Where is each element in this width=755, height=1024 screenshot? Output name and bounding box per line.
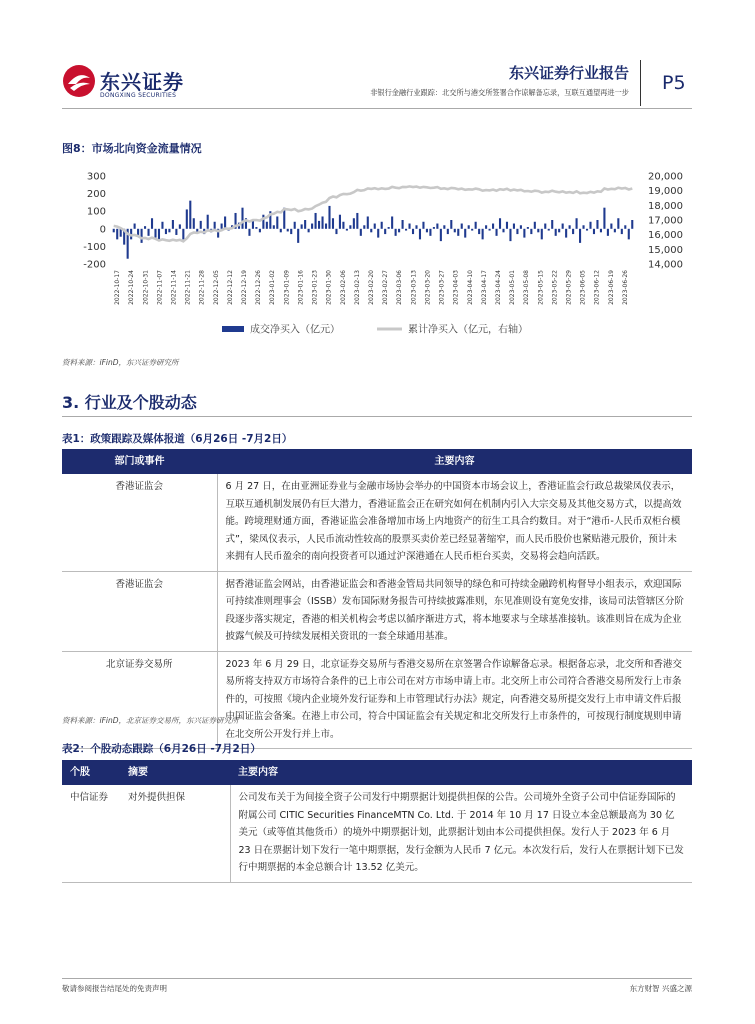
bar <box>301 224 303 228</box>
bar <box>391 216 393 228</box>
bar <box>165 229 167 234</box>
bar <box>179 224 181 228</box>
x-tick-label: 2023-05-08 <box>523 270 531 305</box>
bar <box>593 229 595 234</box>
bar <box>311 224 313 229</box>
bar <box>321 216 323 228</box>
y-right-tick-label: 19,000 <box>648 186 683 198</box>
bar <box>266 222 268 229</box>
bar <box>495 229 497 236</box>
x-tick-label: 2023-04-17 <box>480 270 488 305</box>
bar <box>433 227 435 229</box>
bar <box>349 225 351 229</box>
y-right-tick-label: 18,000 <box>648 200 683 212</box>
bar <box>527 227 529 229</box>
y-left-tick-label: 100 <box>86 206 106 218</box>
header-rule <box>62 108 692 109</box>
bar <box>339 215 341 229</box>
bar <box>621 229 623 234</box>
x-tick-label: 2023-01-30 <box>325 270 333 305</box>
report-subtitle: 非银行金融行业跟踪：北交所与港交所签署合作谅解备忘录，互联互通望再进一步 <box>370 88 629 97</box>
bar <box>415 225 417 229</box>
bar <box>436 224 438 229</box>
table1-dept: 香港证监会 <box>62 474 217 571</box>
x-tick-label: 2022-10-24 <box>128 270 136 305</box>
footer-disclaimer: 敬请参阅报告结尾处的免责声明 <box>62 984 167 993</box>
bar <box>502 229 504 233</box>
x-tick-label: 2022-12-12 <box>226 270 234 305</box>
x-tick-label: 2023-01-23 <box>311 270 319 305</box>
bar <box>374 224 376 229</box>
bar <box>328 206 330 229</box>
bar <box>482 229 484 240</box>
bar <box>193 218 195 229</box>
bar <box>287 229 289 232</box>
bar <box>450 220 452 229</box>
bar <box>614 229 616 233</box>
table2-header-content: 主要内容 <box>230 760 692 785</box>
x-tick-label: 2022-11-07 <box>156 270 164 305</box>
bar <box>600 229 602 233</box>
bar <box>168 229 170 233</box>
bar <box>485 225 487 229</box>
table1-dept: 北京证券交易所 <box>62 651 217 749</box>
report-title: 东兴证券行业报告 <box>508 64 629 82</box>
dongxing-logo-icon <box>62 64 96 98</box>
bar <box>565 229 567 238</box>
bar <box>544 224 546 229</box>
table1-dept: 香港证监会 <box>62 571 217 651</box>
x-tick-label: 2023-05-01 <box>509 270 517 305</box>
y-right-tick-label: 14,000 <box>648 259 683 271</box>
bar <box>154 229 156 238</box>
bar <box>116 229 118 240</box>
bar <box>398 229 400 233</box>
bar <box>224 216 226 228</box>
bar <box>370 229 372 233</box>
table1-content: 6 月 27 日，在由亚洲证券业与金融市场协会举办的中国资本市场会议上，香港证监会行政总裁梁凤仪表示，互联互通机制发展仍有巨大潜力，香港证监会正在研究如何在机制内引入大宗交易及其他交易方式，以提高效能。跨境理财通方面，香港证监会准备增加市场上内地资产的衍生工具合约数目。对于“港币-人民币双柜台模式”，梁凤仪表示，人民币流动性较高的股票买卖价差已经显著缩窄，而人民币股价也紧贴港元股价，预计未来拥有人民币盈余的南向投资者可以通过沪深港通在人民币柜台买卖，交易将会趋向活跃。 <box>217 474 692 571</box>
bar <box>489 229 491 231</box>
table1-header-dept: 部门或事件 <box>62 449 217 474</box>
cumulative-line <box>114 186 633 241</box>
bar <box>113 229 115 233</box>
footer-rule <box>62 978 692 979</box>
bar <box>475 222 477 229</box>
x-tick-label: 2023-06-19 <box>607 270 615 305</box>
bar <box>141 229 143 243</box>
bar <box>297 229 299 243</box>
bar <box>631 220 633 229</box>
bar <box>189 201 191 229</box>
bar <box>603 208 605 229</box>
table-row <box>62 651 692 749</box>
bar <box>395 229 397 236</box>
legend-bar-swatch <box>222 326 244 332</box>
table2-title: 表2：个股动态跟踪（6月26日 -7月2日） <box>62 743 261 755</box>
bar <box>586 229 588 231</box>
y-left-tick-label: -200 <box>83 259 106 271</box>
x-tick-label: 2023-05-15 <box>537 270 545 305</box>
bar <box>555 229 557 236</box>
bar <box>182 229 184 240</box>
bar <box>419 229 421 240</box>
x-tick-label: 2022-10-31 <box>142 270 150 305</box>
x-tick-label: 2023-04-24 <box>494 270 502 305</box>
bar <box>509 229 511 241</box>
bar <box>363 225 365 229</box>
table2-content: 公司发布关于为间接全资子公司发行中期票据计划提供担保的公告。公司境外全资子公司中信证券国际的附属公司 CITIC Securities FinanceMTN Co. Ltd. 于 2014 年 10 月 17 日设立本金总额最高为 30 亿美元（或等值其他货币）的境外中期票据计划，此票据计划由本公司提供担保。发行人于 2023 年 6 月 23 日在票据计划下发行一笔中期票据，发行金额为人民币 7 亿元。本次发行后，发行人在票据计划下已发行中期票据的本金总额合计 13.52 亿美元。 <box>230 785 692 882</box>
table2-summary: 对外提供担保 <box>120 785 230 882</box>
bar <box>367 216 369 228</box>
section-rule <box>62 416 692 417</box>
bar <box>617 218 619 229</box>
x-tick-label: 2023-06-26 <box>621 270 629 305</box>
bar <box>457 229 459 236</box>
bar <box>221 224 223 229</box>
bar <box>596 220 598 229</box>
y-left-tick-label: 200 <box>86 189 106 201</box>
bar <box>259 229 261 233</box>
bar <box>468 225 470 229</box>
x-tick-label: 2023-04-10 <box>466 270 474 305</box>
bar <box>342 222 344 229</box>
x-tick-label: 2022-12-19 <box>241 270 249 305</box>
bar <box>607 229 609 236</box>
bar <box>516 229 518 234</box>
y-right-tick-label: 17,000 <box>648 215 683 227</box>
bar <box>315 213 317 229</box>
bar <box>572 229 574 234</box>
bar <box>304 220 306 229</box>
bar <box>576 218 578 229</box>
bar <box>478 229 480 234</box>
bar <box>548 229 550 231</box>
x-tick-label: 2023-02-06 <box>339 270 347 305</box>
table1-content: 2023 年 6 月 29 日，北京证券交易所与香港交易所在京签署合作谅解备忘录。根据备忘录，北交所和香港交易所将支持双方市场符合条件的已上市公司在对方市场申请上市。北交所上市公司符合香港交易所发行上市条件的，可按照《境内企业境外发行证券和上市管理试行办法》规定，向香港交易所提交发行上市申请文件后报中国证监会备案。在港上市公司，符合中国证监会有关规定和北交所发行上市条件的，可按现行制度规则申请在北交所公开发行并上市。 <box>217 651 692 749</box>
x-tick-label: 2023-02-13 <box>353 270 361 305</box>
bar <box>412 229 414 234</box>
bar <box>569 225 571 229</box>
x-tick-label: 2022-11-21 <box>184 270 192 305</box>
table1-title: 表1：政策跟踪及媒体报道（6月26日 -7月2日） <box>62 433 293 445</box>
bar <box>408 224 410 229</box>
bar <box>624 225 626 229</box>
bar <box>447 229 449 234</box>
page-number: P5 <box>662 72 686 94</box>
bar <box>454 229 456 233</box>
bar <box>402 220 404 229</box>
x-tick-label: 2023-01-02 <box>269 270 277 305</box>
x-tick-label: 2023-01-16 <box>297 270 305 305</box>
bar <box>161 222 163 229</box>
y-left-tick-label: 300 <box>86 171 106 183</box>
bar <box>520 225 522 229</box>
bar <box>273 225 275 229</box>
bar <box>318 221 320 229</box>
bar <box>308 229 310 233</box>
table1-content: 据香港证监会网站，由香港证监会和香港金管局共同领导的绿色和可持续金融跨机构督导小组表示，欢迎国际可持续准则理事会（ISSB）发布国际财务报告可持续披露准则，东见准则设有宽免安排，该局司法管辖区分阶段逐步落实规定，香港的相关机构会考虑以循序渐进方式，将本地要求与全球基准接轨。该准则旨在成为企业披露气候及可持续发展相关资讯的一套全球通用基准。 <box>217 571 692 651</box>
x-tick-label: 2023-02-27 <box>382 270 390 305</box>
section-title: 3. 行业及个股动态 <box>62 393 197 412</box>
bar <box>248 229 250 236</box>
legend-bar-label: 成交净买入（亿元） <box>250 324 340 336</box>
bar <box>325 224 327 229</box>
bar <box>429 229 431 236</box>
bar <box>440 229 442 241</box>
bar <box>464 229 466 238</box>
bar <box>443 225 445 229</box>
bar <box>461 224 463 229</box>
y-left-tick-label: -100 <box>83 241 106 253</box>
x-tick-label: 2022-11-14 <box>170 270 178 305</box>
bar <box>562 224 564 229</box>
bar <box>276 216 278 228</box>
bar <box>422 222 424 229</box>
northbound-flow-chart <box>62 160 692 350</box>
table-row <box>62 474 692 571</box>
x-tick-label: 2023-03-20 <box>424 270 432 305</box>
bar <box>384 229 386 234</box>
figure-title: 图8：市场北向资金流量情况 <box>62 142 202 155</box>
bar <box>151 218 153 229</box>
y-right-tick-label: 16,000 <box>648 230 683 242</box>
bar <box>541 229 543 240</box>
bar <box>506 222 508 229</box>
bar <box>499 218 501 229</box>
bar <box>360 229 362 236</box>
bar <box>381 222 383 229</box>
table1-source: 资料来源：iFinD，北京证券交易所，东兴证券研究所 <box>62 716 239 725</box>
policy-table <box>62 449 692 749</box>
table2-header-summary: 摘要 <box>120 760 230 785</box>
x-tick-label: 2023-03-13 <box>410 270 418 305</box>
bar <box>200 221 202 229</box>
bar <box>589 222 591 229</box>
table-row <box>62 571 692 651</box>
bar <box>426 229 428 233</box>
bar <box>579 229 581 243</box>
bar <box>388 227 390 229</box>
bar <box>628 229 630 240</box>
x-tick-label: 2023-06-12 <box>593 270 601 305</box>
bar <box>523 229 525 238</box>
y-right-tick-label: 20,000 <box>648 171 683 183</box>
bar <box>144 226 146 229</box>
y-right-tick-label: 15,000 <box>648 244 683 256</box>
x-tick-label: 2022-11-28 <box>198 270 206 305</box>
bar <box>610 224 612 229</box>
bar <box>551 220 553 229</box>
bar <box>175 229 177 235</box>
bar <box>207 215 209 229</box>
x-tick-label: 2022-12-26 <box>255 270 263 305</box>
bar <box>147 229 149 236</box>
bar <box>537 229 539 233</box>
bar <box>353 218 355 229</box>
table2-header-stock: 个股 <box>62 760 120 785</box>
bar <box>534 222 536 229</box>
y-left-tick-label: 0 <box>99 224 106 236</box>
bar <box>262 215 264 229</box>
x-tick-label: 2023-03-06 <box>396 270 404 305</box>
bar <box>492 224 494 229</box>
bar <box>172 220 174 229</box>
bar <box>241 208 243 229</box>
x-tick-label: 2023-06-05 <box>579 270 587 305</box>
bar <box>290 229 292 234</box>
bar <box>356 213 358 229</box>
bar <box>255 227 257 229</box>
logo-english: DONGXING SECURITIES <box>100 92 177 99</box>
legend-line-label: 累计净买入（亿元，右轴） <box>408 324 528 336</box>
table1-header-content: 主要内容 <box>217 449 692 474</box>
footer-slogan: 东方财智 兴盛之源 <box>629 984 692 993</box>
x-tick-label: 2023-05-22 <box>551 270 559 305</box>
table-row <box>62 785 692 882</box>
figure-source: 资料来源：iFinD，东兴证券研究所 <box>62 358 179 367</box>
x-tick-label: 2023-02-20 <box>368 270 375 305</box>
x-tick-label: 2023-05-29 <box>565 270 573 305</box>
bar <box>294 222 296 229</box>
bar <box>346 229 348 231</box>
bar <box>582 225 584 229</box>
bar <box>558 229 560 233</box>
x-tick-label: 2023-01-09 <box>283 270 291 305</box>
header-divider <box>640 60 641 106</box>
logo-text: 东兴证券 <box>100 70 184 94</box>
x-tick-label: 2022-12-05 <box>212 270 220 305</box>
table2-stock: 中信证券 <box>62 785 120 882</box>
bar <box>134 224 136 229</box>
bar <box>405 229 407 231</box>
bar <box>513 224 515 229</box>
x-tick-label: 2023-04-03 <box>452 270 460 305</box>
stock-table <box>62 760 692 883</box>
bar <box>377 229 379 238</box>
bar <box>335 229 337 234</box>
bar <box>530 229 532 234</box>
x-tick-label: 2022-10-17 <box>114 270 122 305</box>
bar <box>186 209 188 228</box>
bar <box>280 229 282 233</box>
x-tick-label: 2023-03-27 <box>438 270 446 305</box>
bar <box>214 222 216 229</box>
bar <box>471 229 473 231</box>
bar <box>332 218 334 229</box>
